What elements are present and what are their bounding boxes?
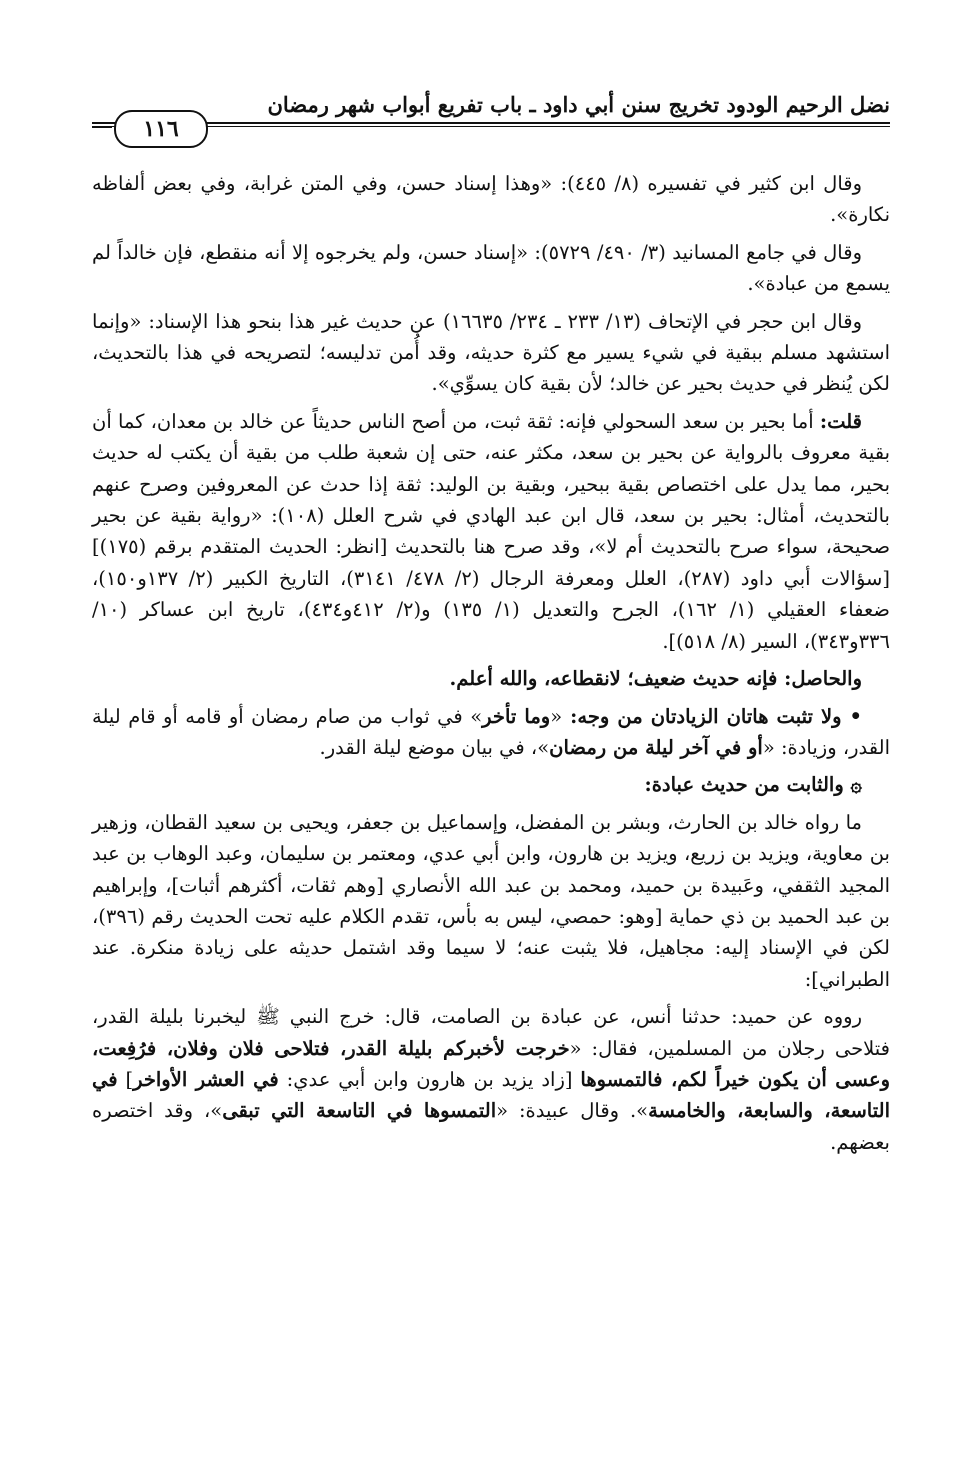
page-number: ١١٦ bbox=[114, 110, 208, 148]
text-run: »، وقد اختصره بعضهم. bbox=[92, 1099, 890, 1154]
text-run: وقال في جامع المسانيد (٣/ ٤٩٠/ ٥٧٢٩): «إسناد حسن، ولم يخرجوه إلا أنه منقطع، فإن خالداً لم يسمع من عبادة». bbox=[92, 240, 890, 296]
paragraph bbox=[92, 769, 890, 800]
bold-text: والحاصل: فإنه حديث ضعيف؛ لانقطاعه، والله أعلم. bbox=[449, 667, 862, 691]
bold-text: في العشر الأواخر bbox=[133, 1067, 279, 1091]
text-run: ما رواه خالد بن الحارث، وبشر بن المفضل، وإسماعيل بن جعفر، ويحيى بن سعيد القطان، وزهير بن معاوية، ويزيد بن زريع، ويزيد بن هارون، وابن أبي عدي، ومعتمر بن سليمان، وعبد الوهاب بن عبد المجيد الثقفي، وعَبيدة بن حميد، ومحمد بن عبد الله الأنصاري [وهم ثقات، أكثرهم أثبات]، وإبراهيم بن عبد الحميد بن ذي حماية [وهو: حمصي، ليس به بأس، تقدم الكلام عليه تحت الحديث رقم (٣٩٦)، لكن في الإسناد إليه: مجاهيل، فلا يثبت عنه؛ لا سيما وقد اشتمل حديثه على زيادة منكرة. عند الطبراني]: bbox=[92, 810, 890, 991]
paragraph bbox=[92, 807, 890, 995]
text-run: [زاد يزيد بن هارون وابن أبي عدي: bbox=[278, 1067, 581, 1091]
text-run: رووه عن حميد: حدثنا أنس، عن عبادة بن الصامت، قال: خرج النبي ﷺ ليخبرنا بليلة القدر، فتلاحى رجلان من المسلمين، فقال: « bbox=[92, 1005, 890, 1060]
bold-text: في التاسعة، والسابعة، والخامسة bbox=[92, 1067, 890, 1123]
text-run: وقال ابن حجر في الإتحاف (١٣/ ٢٣٣ ـ ٢٣٤/ ١٦٦٣٥) عن حديث غير هذا بنحو هذا الإسناد: «وإنما استشهد مسلم ببقية في شيء يسير مع كثرة حديثه، وقد أُمن تدليسه؛ لتصريحه في هذا بالتحديث، لكن يُنظر في حديث بحير عن خالد؛ لأن بقية كان يسوِّي». bbox=[92, 309, 890, 396]
paragraph bbox=[92, 663, 890, 694]
text-run: »، في بيان موضع ليلة القدر. bbox=[319, 735, 550, 759]
text-run: أما بحير بن سعد السحولي فإنه: ثقة ثبت، من أصح الناس حديثاً عن خالد بن معدان، كما أن بقية معروف بالرواية عن بحير بن سعد، مكثر عنه، حتى إن شعبة طلب من بقية أن يكتب له حديث بحير، مما يدل على اختصاص بقية ببحير، وبقية بن الوليد: ثقة إذا حدث عن المعروفين وصرح عنهم بالتحديث، أمثال: بحير بن سعد، قال ابن عبد الهادي في شرح العلل (١٠٨): «رواية بقية عن بحير صحيحة، سواء صرح بالتحديث أم لا»، وقد صرح هنا بالتحديث [انظر: الحديث المتقدم برقم (١٧٥)] [سؤالات أبي داود (٢٨٧)، العلل ومعرفة الرجال (٢/ ٤٧٨/ ٣١٤١)، التاريخ الكبير (٢/ ١٣٧و١٥٠)، ضعفاء العقيلي (١/ ١٦٢)، الجرح والتعديل (١/ ١٣٥) و(٢/ ٤١٢و٤٣٤)، تاريخ ابن عساكر (١٠/ ٣٣٦و٣٤٣)، السير (٨/ ٥١٨)]. bbox=[92, 409, 890, 653]
text-run: « bbox=[550, 704, 563, 728]
bold-text: أو في آخر ليلة من رمضان bbox=[549, 735, 763, 759]
header-rule-thin bbox=[92, 126, 890, 127]
bold-text: التمسوها في التاسعة التي تبقى bbox=[222, 1099, 497, 1123]
bold-text: خرجت لأخبركم بليلة القدر، فتلاحى فلان وفلان، فرُفِعت، وعسى أن يكون خيراً لكم، فالتمسوها bbox=[92, 1036, 890, 1091]
paragraph bbox=[92, 237, 890, 300]
bold-text: قلت: bbox=[819, 409, 862, 433]
running-title: نضل الرحيم الودود تخريج سنن أبي داود ـ باب تفريع أبواب شهر رمضان bbox=[267, 92, 890, 117]
paragraph bbox=[92, 168, 890, 231]
bold-text: ۞ والثابت من حديث عبادة: bbox=[644, 773, 862, 797]
header-dash bbox=[92, 126, 112, 128]
text-run: وقال ابن كثير في تفسيره (٨/ ٤٤٥): «وهذا إسناد حسن، وفي المتن غرابة، وفي بعض ألفاظه نكارة». bbox=[92, 172, 890, 227]
page-header bbox=[92, 92, 890, 162]
body-text bbox=[92, 168, 890, 1164]
bold-text: وما تأخر bbox=[482, 704, 551, 728]
header-rule bbox=[92, 122, 890, 124]
text-run: ». وقال عبيدة: « bbox=[496, 1099, 649, 1123]
text-run: » في ثواب من صام رمضان أو قامه أو قام ليلة القدر، وزيادة: « bbox=[92, 704, 890, 759]
paragraph bbox=[92, 701, 890, 764]
paragraph bbox=[92, 1001, 890, 1158]
text-run: ] bbox=[117, 1067, 134, 1091]
bold-text: • ولا تثبت هاتان الزيادتان من وجه: bbox=[562, 704, 862, 728]
paragraph bbox=[92, 306, 890, 400]
paragraph bbox=[92, 406, 890, 657]
